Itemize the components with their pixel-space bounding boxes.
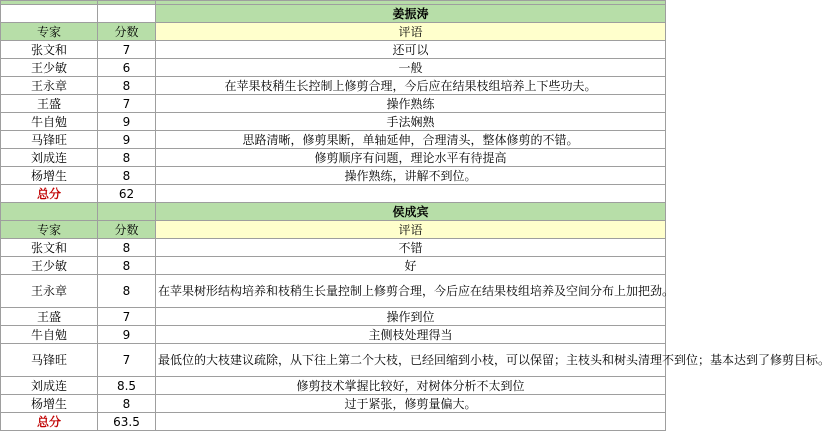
total-score[interactable]: 63.5 <box>98 413 156 431</box>
total-row <box>1 185 666 203</box>
header-score[interactable]: 分数 <box>98 23 156 41</box>
score-cell[interactable]: 8 <box>98 239 156 257</box>
comment-cell[interactable]: 在苹果枝稍生长控制上修剪合理，今后应在结果枝组培养上下些功夫。 <box>156 77 666 95</box>
empty-cell[interactable] <box>1 203 98 221</box>
expert-name-cell[interactable]: 刘成连 <box>1 149 98 167</box>
comment-cell[interactable]: 操作熟练，讲解不到位。 <box>156 167 666 185</box>
empty-cell[interactable] <box>98 5 156 23</box>
table-row <box>1 395 666 413</box>
expert-name-cell[interactable]: 王少敏 <box>1 59 98 77</box>
table-row <box>1 257 666 275</box>
total-score[interactable]: 62 <box>98 185 156 203</box>
score-cell[interactable]: 7 <box>98 95 156 113</box>
score-cell[interactable]: 7 <box>98 41 156 59</box>
table-row <box>1 113 666 131</box>
expert-name-cell[interactable]: 张文和 <box>1 41 98 59</box>
table-row <box>1 41 666 59</box>
comment-cell[interactable]: 还可以 <box>156 41 666 59</box>
table-row <box>1 95 666 113</box>
comment-cell[interactable]: 思路清晰，修剪果断，单轴延伸，合理清头，整体修剪的不错。 <box>156 131 666 149</box>
expert-name-cell[interactable]: 王盛 <box>1 95 98 113</box>
expert-name-cell[interactable]: 马锋旺 <box>1 131 98 149</box>
empty-cell[interactable] <box>156 185 666 203</box>
score-cell[interactable]: 9 <box>98 326 156 344</box>
expert-name-cell[interactable]: 马锋旺 <box>1 344 98 377</box>
expert-name-cell[interactable]: 杨增生 <box>1 167 98 185</box>
table-row <box>1 308 666 326</box>
table-row <box>1 377 666 395</box>
score-cell[interactable]: 8 <box>98 149 156 167</box>
total-label[interactable]: 总分 <box>1 413 98 431</box>
score-cell[interactable]: 8 <box>98 275 156 308</box>
comment-cell[interactable]: 一般 <box>156 59 666 77</box>
comment-cell[interactable]: 过于紧张，修剪量偏大。 <box>156 395 666 413</box>
score-cell[interactable]: 9 <box>98 131 156 149</box>
score-cell[interactable]: 8 <box>98 257 156 275</box>
expert-name-cell[interactable]: 刘成连 <box>1 377 98 395</box>
expert-name-cell[interactable]: 牛自勉 <box>1 113 98 131</box>
table-row <box>1 77 666 95</box>
total-label[interactable]: 总分 <box>1 185 98 203</box>
comment-cell[interactable]: 修剪顺序有问题，理论水平有待提高 <box>156 149 666 167</box>
comment-cell[interactable]: 操作到位 <box>156 308 666 326</box>
table-row <box>1 326 666 344</box>
table-row <box>1 149 666 167</box>
table-row <box>1 239 666 257</box>
expert-name-cell[interactable]: 王永章 <box>1 275 98 308</box>
expert-name-cell[interactable]: 王盛 <box>1 308 98 326</box>
score-cell[interactable]: 7 <box>98 344 156 377</box>
total-row <box>1 413 666 431</box>
comment-cell[interactable]: 好 <box>156 257 666 275</box>
score-cell[interactable]: 8 <box>98 167 156 185</box>
score-cell[interactable]: 8 <box>98 395 156 413</box>
expert-name-cell[interactable]: 王少敏 <box>1 257 98 275</box>
header-row <box>1 23 666 41</box>
table-row <box>1 167 666 185</box>
expert-name-cell[interactable]: 王永章 <box>1 77 98 95</box>
score-cell[interactable]: 8 <box>98 77 156 95</box>
comment-cell[interactable]: 最低位的大枝建议疏除，从下往上第二个大枝，已经回缩到小枝，可以保留；主枝头和树头清理不到位；基本达到了修剪目标。 <box>156 344 666 377</box>
empty-cell[interactable] <box>156 413 666 431</box>
section-title[interactable]: 侯成宾 <box>156 203 666 221</box>
table-row <box>1 59 666 77</box>
comment-cell[interactable]: 操作熟练 <box>156 95 666 113</box>
header-row <box>1 221 666 239</box>
score-cell[interactable]: 7 <box>98 308 156 326</box>
section-title-row <box>1 5 666 23</box>
comment-cell[interactable]: 主侧枝处理得当 <box>156 326 666 344</box>
comment-cell[interactable]: 不错 <box>156 239 666 257</box>
header-comment[interactable]: 评语 <box>156 23 666 41</box>
table-row <box>1 344 666 377</box>
section-title[interactable]: 姜振涛 <box>156 5 666 23</box>
table-row <box>1 275 666 308</box>
empty-cell[interactable] <box>98 203 156 221</box>
header-expert[interactable]: 专家 <box>1 221 98 239</box>
expert-name-cell[interactable]: 杨增生 <box>1 395 98 413</box>
expert-name-cell[interactable]: 牛自勉 <box>1 326 98 344</box>
section-title-row <box>1 203 666 221</box>
score-cell[interactable]: 9 <box>98 113 156 131</box>
comment-cell[interactable]: 手法娴熟 <box>156 113 666 131</box>
empty-cell[interactable] <box>1 5 98 23</box>
header-expert[interactable]: 专家 <box>1 23 98 41</box>
expert-name-cell[interactable]: 张文和 <box>1 239 98 257</box>
score-cell[interactable]: 6 <box>98 59 156 77</box>
comment-cell[interactable]: 在苹果树形结构培养和枝稍生长量控制上修剪合理，今后应在结果枝组培养及空间分布上加把劲。 <box>156 275 666 308</box>
score-cell[interactable]: 8.5 <box>98 377 156 395</box>
comment-cell[interactable]: 修剪技术掌握比较好，对树体分析不太到位 <box>156 377 666 395</box>
header-score[interactable]: 分数 <box>98 221 156 239</box>
header-comment[interactable]: 评语 <box>156 221 666 239</box>
table-row <box>1 131 666 149</box>
